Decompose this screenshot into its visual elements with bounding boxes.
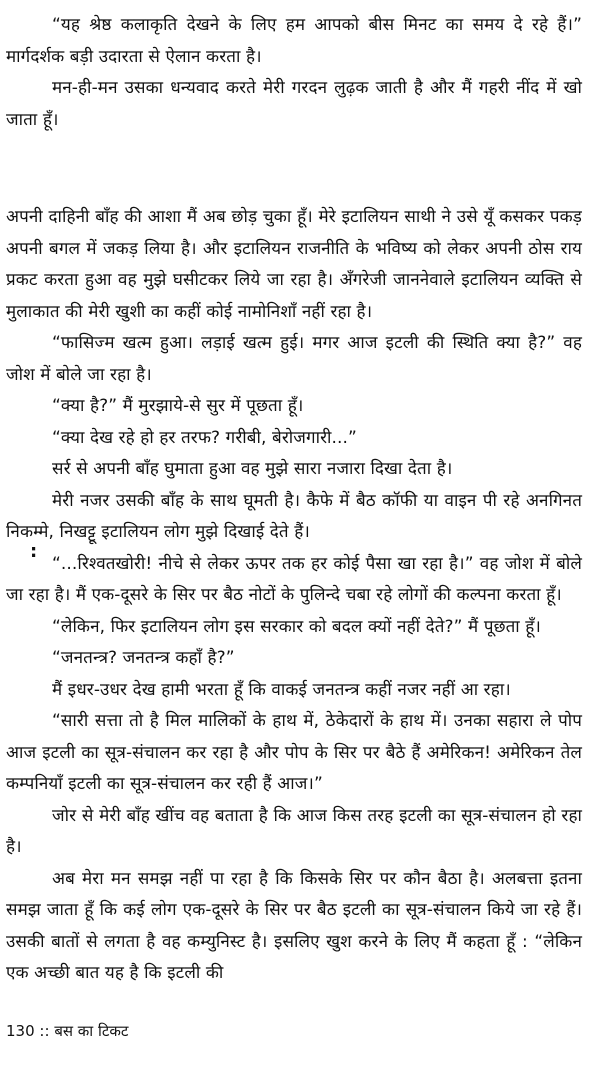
footer-separator: ::: [39, 1022, 50, 1040]
book-title: बस का टिकट: [54, 1022, 129, 1040]
paragraph: “...रिश्वतखोरी! नीचे से लेकर ऊपर तक हर कोई पैसा खा रहा है।” वह जोश में बोले जा रहा है। मैं एक-दूसरे के सिर पर बैठ नोटों के पुलिन्दे चबा रहे लोगों की कल्पना करता हूँ।: [6, 553, 582, 605]
paragraph: “यह श्रेष्ठ कलाकृति देखने के लिए हम आपको बीस मिनट का समय दे रहे हैं।” मार्गदर्शक बड़ी उदारता से ऐलान करता है।: [6, 15, 582, 67]
paragraph: सर्र से अपनी बाँह घुमाता हुआ वह मुझे सारा नजारा दिखा देता है।: [52, 459, 453, 479]
paragraph: मैं इधर-उधर देख हामी भरता हूँ कि वाकई जनतन्त्र कहीं नजर नहीं आ रहा।: [52, 679, 511, 700]
paragraph: “क्या है?” मैं मुरझाये-से सुर में पूछता हूँ।: [52, 396, 304, 416]
paragraph: “लेकिन, फिर इटालियन लोग इस सरकार को बदल क्यों नहीं देते?” मैं पूछता हूँ।: [52, 616, 541, 637]
paragraph: “फासिज्म खत्म हुआ। लड़ाई खत्म हुई। मगर आज इटली की स्थिति क्या है?” वह जोश में बोले जा रहा है।: [6, 333, 582, 385]
paragraph: अपनी दाहिनी बाँह की आशा मैं अब छोड़ चुका हूँ। मेरे इटालियन साथी ने उसे यूँ कसकर पकड़ अपनी बगल में जकड़ लिया है। और इटालियन राजनीति के भविष्य को लेकर अपनी ठोस राय प्रकट करता हुआ वह मुझे घसीटकर लिये जा रहा है। अँगरेजी जाननेवाले इटालियन व्यक्ति से मुलाकात की मेरी खुशी का कहीं कोई नामोनिशाँ नहीं रहा है।: [6, 207, 582, 322]
page-footer: [6, 1021, 128, 1041]
page-number: 130: [6, 1022, 35, 1040]
margin-mark: :: [30, 541, 38, 562]
paragraph: “सारी सत्ता तो है मिल मालिकों के हाथ में, ठेकेदारों के हाथ में। उनका सहारा ले पोप आज इटली का सूत्र-संचालन कर रहा है और पोप के सिर पर बैठे हैं अमेरिकन! अमेरिकन तेल कम्पनियाँ इटली का सूत्र-संचालन कर रही हैं आज।”: [6, 711, 582, 794]
paragraph: जोर से मेरी बाँह खींच वह बताता है कि आज किस तरह इटली का सूत्र-संचालन हो रहा है।: [6, 805, 582, 857]
paragraph: मेरी नजर उसकी बाँह के साथ घूमती है। कैफे में बैठ कॉफी या वाइन पी रहे अनगिनत निकम्मे, निखट्टू इटालियन लोग मुझे दिखाई देते हैं।: [6, 490, 582, 542]
text-block-main: [0, 202, 588, 990]
paragraph: अब मेरा मन समझ नहीं पा रहा है कि किसके सिर पर कौन बैठा है। अलबत्ता इतना समझ जाता हूँ कि कई लोग एक-दूसरे के सिर पर बैठ इटली का सूत्र-संचालन किये जा रहे हैं। उसकी बातों से लगता है वह कम्युनिस्ट है। इसलिए खुश करने के लिए मैं कहता हूँ : “लेकिन एक अच्छी बात यह है कि इटली की: [6, 868, 582, 983]
text-block-top: [0, 10, 588, 136]
paragraph: मन-ही-मन उसका धन्यवाद करते मेरी गरदन लुढ़क जाती है और मैं गहरी नींद में खो जाता हूँ।: [6, 78, 582, 130]
paragraph: “क्या देख रहे हो हर तरफ? गरीबी, बेरोजगारी...”: [52, 427, 357, 448]
paragraph: “जनतन्त्र? जनतन्त्र कहाँ है?”: [52, 648, 235, 668]
